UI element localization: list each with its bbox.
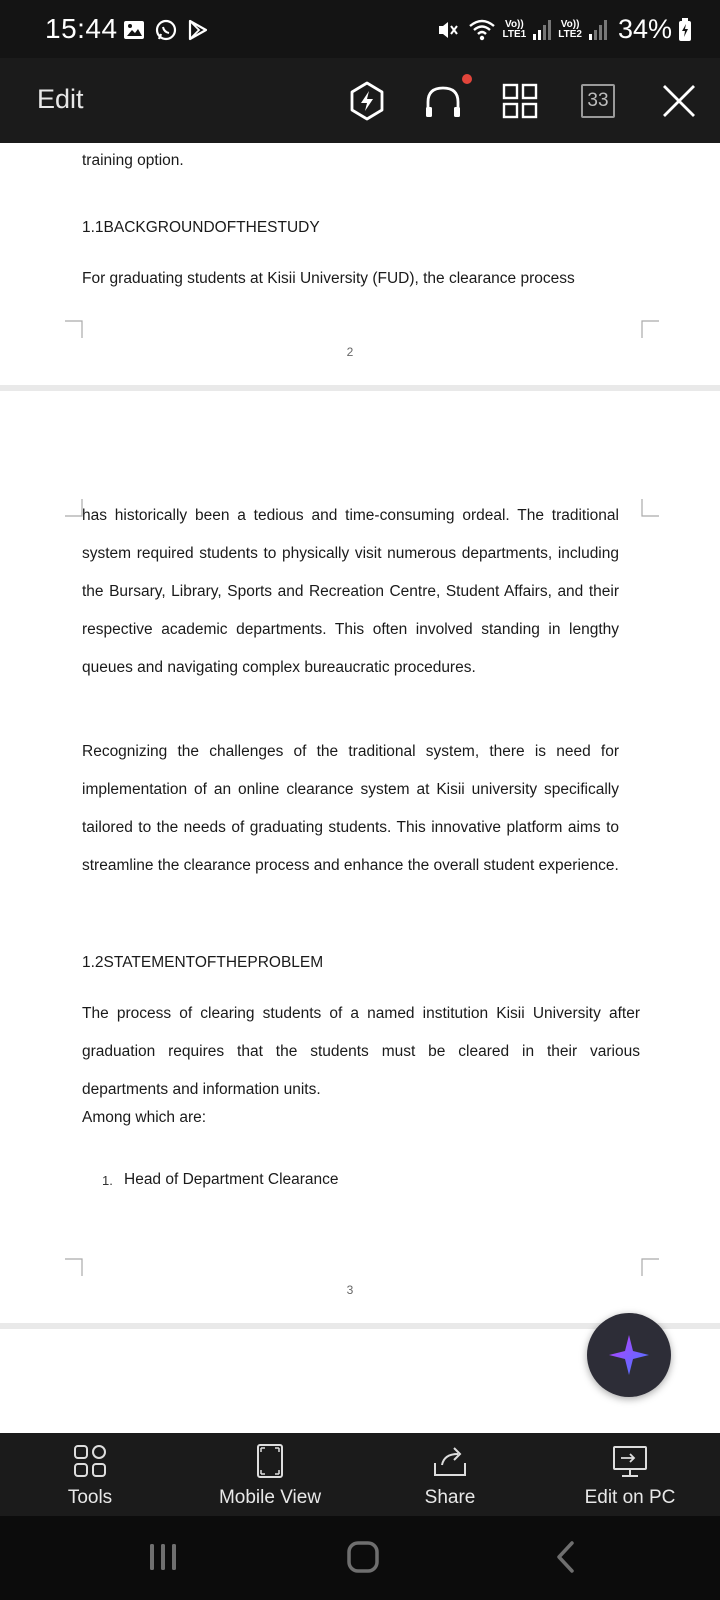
grid-view-button[interactable]	[499, 80, 541, 122]
page-count-button[interactable]: 33	[581, 84, 615, 118]
page-corner-mark	[641, 1258, 659, 1276]
desktop-icon	[612, 1443, 648, 1479]
network-2-label: Vo)) LTE2	[558, 18, 582, 40]
document-view[interactable]	[0, 143, 720, 1433]
home-icon[interactable]	[346, 1540, 380, 1574]
share-button[interactable]	[360, 1433, 540, 1516]
page2-line-top: training option.	[82, 152, 184, 169]
section-heading-background: 1.1BACKGROUNDOFTHESTUDY	[82, 219, 320, 236]
status-bar	[0, 0, 720, 58]
battery-charging-icon	[678, 18, 692, 42]
share-icon	[432, 1443, 468, 1479]
network-1-label: Vo)) LTE1	[502, 18, 527, 40]
paragraph-history: has historically been a tedious and time-consuming ordeal. The traditional system required students to physically visit numerous departments, including the Bursary, Library, Sports and Recreation Centre, Student Affairs, and their respective academic departments. This often involved standing in lengthy queues and navigating complex bureaucratic procedures.	[82, 507, 619, 676]
notification-dot	[462, 74, 472, 84]
wifi-icon	[467, 17, 497, 43]
battery-percent: 34%	[617, 14, 672, 44]
tools-icon	[72, 1443, 108, 1479]
paragraph-recognizing: Recognizing the challenges of the traditional system, there is need for implementation of an online clearance system at Kisii university specifically tailored to the needs of graduating students. This innovative platform aims to streamline the clearance process and enhance the overall student experience.	[82, 743, 619, 874]
page2-para-start: For graduating students at Kisii University (FUD), the clearance process	[82, 270, 575, 287]
quick-action-button[interactable]	[346, 80, 388, 122]
paragraph-process: The process of clearing students of a named institution Kisii University after graduation requires that the students must be cleared in their various departments and information units.	[82, 1005, 640, 1098]
page-corner-mark	[65, 320, 83, 338]
signal-2-icon	[588, 19, 608, 41]
page-separator	[0, 385, 720, 391]
mute-icon	[435, 17, 461, 43]
signal-1-icon	[532, 19, 552, 41]
back-icon[interactable]	[550, 1540, 584, 1574]
bottom-toolbar	[0, 1433, 720, 1516]
play-store-notification-icon	[186, 18, 210, 42]
tools-label: Tools	[67, 1487, 113, 1508]
grid-view-icon	[499, 80, 541, 122]
page-corner-mark	[65, 499, 83, 517]
page-number: 2	[346, 345, 354, 359]
edit-on-pc-label: Edit on PC	[584, 1487, 676, 1508]
mobile-view-label: Mobile View	[218, 1487, 322, 1508]
whatsapp-notification-icon	[154, 18, 178, 42]
audio-button[interactable]	[422, 80, 464, 122]
edit-on-pc-button[interactable]	[540, 1433, 720, 1516]
list-item: Head of Department Clearance	[124, 1171, 339, 1188]
close-button[interactable]	[658, 80, 700, 122]
status-notification-icons	[122, 18, 210, 42]
page-corner-mark	[641, 499, 659, 517]
section-heading-problem: 1.2STATEMENTOFTHEPROBLEM	[82, 954, 324, 971]
system-nav-bar	[0, 1516, 720, 1600]
status-time: 15:44	[45, 13, 118, 44]
list-item-number: 1.	[102, 1173, 113, 1188]
paragraph-among: Among which are:	[82, 1109, 207, 1126]
close-icon	[658, 80, 700, 122]
mobile-view-icon	[252, 1443, 288, 1479]
gallery-notification-icon	[122, 18, 146, 42]
headphones-icon	[422, 80, 464, 122]
sparkle-icon	[607, 1333, 651, 1377]
share-label: Share	[424, 1487, 476, 1508]
edit-button[interactable]: Edit	[37, 84, 84, 114]
recent-apps-icon[interactable]	[146, 1540, 180, 1574]
mobile-view-button[interactable]	[180, 1433, 360, 1516]
quick-action-icon	[346, 80, 388, 122]
page-corner-mark	[641, 320, 659, 338]
page-number: 3	[346, 1283, 354, 1297]
ai-assistant-button[interactable]	[587, 1313, 671, 1397]
tools-button[interactable]	[0, 1433, 180, 1516]
page-corner-mark	[65, 1258, 83, 1276]
status-system-icons	[435, 14, 692, 45]
